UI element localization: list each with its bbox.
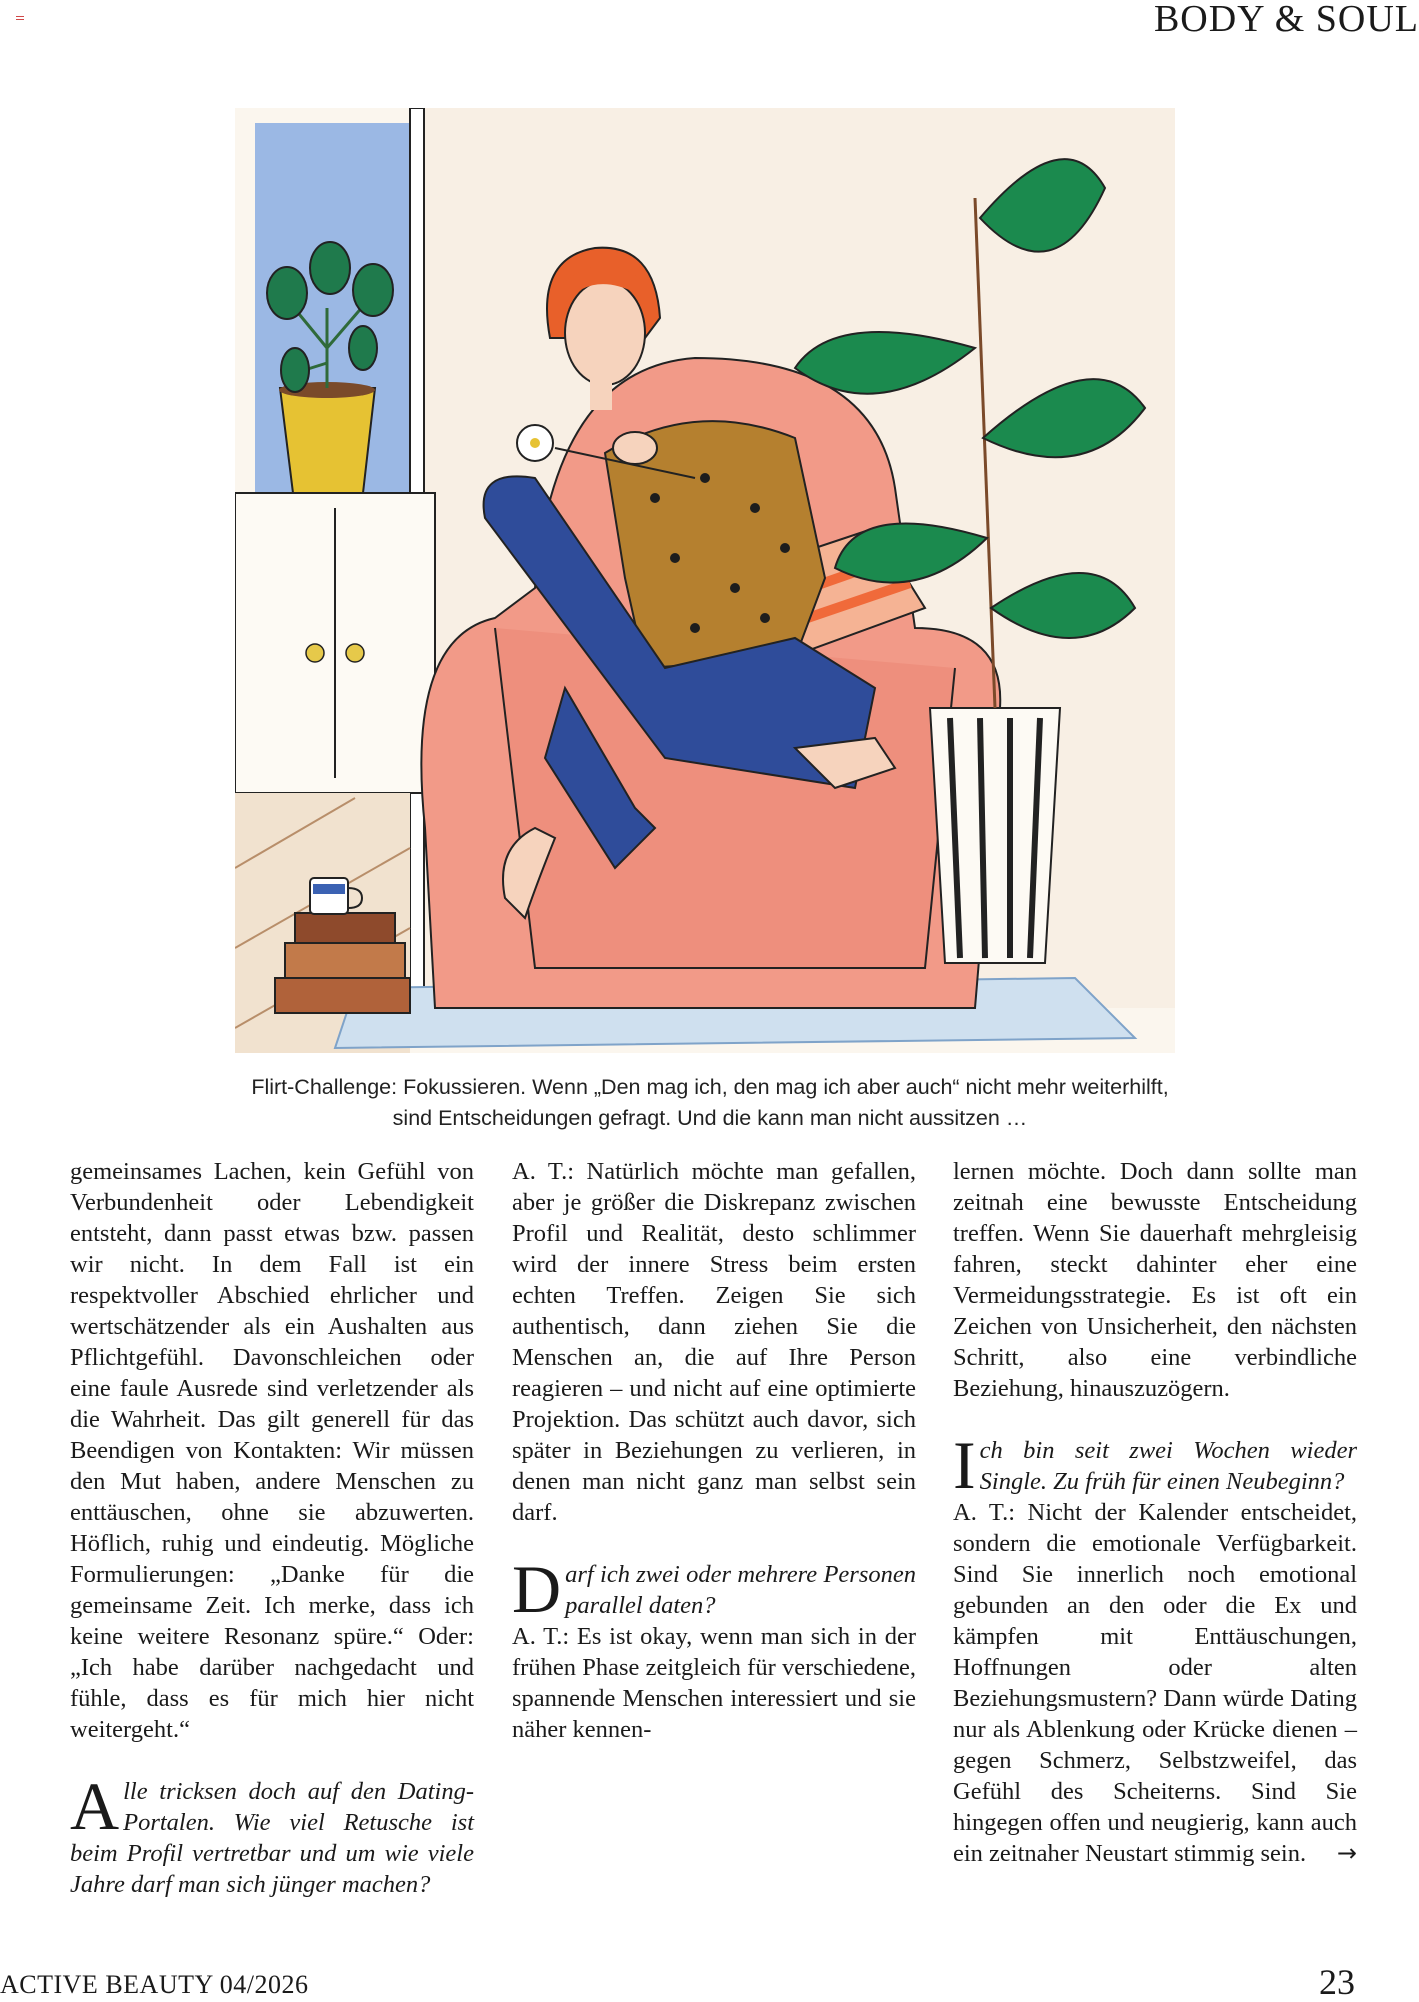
- answer-paragraph: A. T.: Natürlich möchte man gefallen, aber je größer die Diskrepanz zwischen Profil und Realität, desto schlimmer wird der innere Stress beim ersten echten Treffen. Zeigen Sie sich authentisch, dann ziehen Sie die Menschen an, die auf Ihre Person reagieren – und nicht auf eine optimierte Projektion. Das schützt auch davor, sich später in Beziehungen zu verlieren, in denen man nicht ganz man selbst sein darf.: [512, 1158, 916, 1526]
- article-column-3: [953, 1156, 1357, 1869]
- caption-line: Flirt-Challenge: Fokussieren. Wenn „Den mag ich, den mag ich aber auch“ nicht mehr weiterhilft,: [251, 1075, 1169, 1099]
- body-paragraph: gemeinsames Lachen, kein Gefühl von Verbundenheit oder Lebendigkeit entsteht, dann passt etwas bzw. passen wir nicht. In dem Fall ist ein respektvoller Abschied ehrlicher und wertschätzender als ein Aushalten aus Pflichtgefühl. Davonschleichen oder eine faule Ausrede sind verletzender als die Wahrheit. Das gilt generell für das Beendigen von Kontakten: Wir müssen den Mut haben, andere Menschen zu enttäuschen, ohne sie abzuwerten. Höflich, ruhig und eindeutig. Mögliche Formulierungen: „Danke für die gemeinsame Zeit. Ich merke, dass ich keine weitere Resonanz spüre.“ Oder: „Ich habe darüber nachgedacht und fühle, dass es für mich hier nicht weitergeht.“: [70, 1158, 474, 1743]
- article-column-2: [512, 1156, 916, 1745]
- question-text: arf ich zwei oder mehrere Personen parallel daten?: [565, 1561, 916, 1619]
- answer-text: A. T.: Nicht der Kalender entscheidet, sondern die emotionale Verfügbarkeit. Sind Sie innerlich noch emotional gebunden an den oder die Ex und kämpfen mit Enttäuschungen, Hoffnungen oder alten Beziehungsmustern? Dann würde Dating nur als Ablenkung oder Krücke dienen – gegen Schmerz, Selbstzweifel, das Gefühl des Scheiterns. Sind Sie hingegen offen und neugierig, kann auch ein zeitnaher Neustart stimmig sein.: [953, 1499, 1357, 1867]
- drop-cap: I: [953, 1427, 976, 1503]
- interview-question: [512, 1551, 916, 1627]
- article-column-1: [70, 1156, 474, 1900]
- menu-icon[interactable]: [16, 16, 24, 22]
- answer-paragraph: [953, 1497, 1357, 1869]
- magazine-issue: ACTIVE BEAUTY 04/2026: [0, 1970, 309, 1999]
- question-text: lle tricksen doch auf den Dating-Portalen. Wie viel Retusche ist beim Profil vertretbar und um wie viele Jahre darf man sich jünger machen?: [70, 1778, 474, 1898]
- caption-line: sind Entscheidungen gefragt. Und die kann man nicht aussitzen …: [392, 1106, 1028, 1130]
- section-header: BODY & SOUL: [1153, 0, 1419, 40]
- drop-cap: A: [70, 1768, 120, 1844]
- body-paragraph: lernen möchte. Doch dann sollte man zeitnah eine bewusste Entscheidung treffen. Wenn Sie dauerhaft mehrgleisig fahren, steckt dahinter eher eine Vermeidungsstrategie. Es ist oft ein Zeichen von Unsicherheit, den nächsten Schritt, also eine verbindliche Beziehung, hinauszuzögern.: [953, 1158, 1357, 1402]
- interview-question: [70, 1768, 474, 1900]
- continue-arrow-icon[interactable]: →: [1336, 1839, 1357, 1867]
- drop-cap: D: [512, 1551, 562, 1627]
- answer-paragraph: A. T.: Es ist okay, wenn man sich in der frühen Phase zeitgleich für verschiedene, spannende Menschen interessiert und sie näher kennen-: [512, 1623, 916, 1743]
- woman-in-armchair-illustration: [235, 108, 1175, 1053]
- question-text: ch bin seit zwei Wochen wieder Single. Zu früh für einen Neubeginn?: [979, 1437, 1357, 1495]
- interview-question: [953, 1427, 1357, 1503]
- page-number: 23: [1319, 1962, 1355, 2002]
- figure-caption: [160, 1072, 1260, 1134]
